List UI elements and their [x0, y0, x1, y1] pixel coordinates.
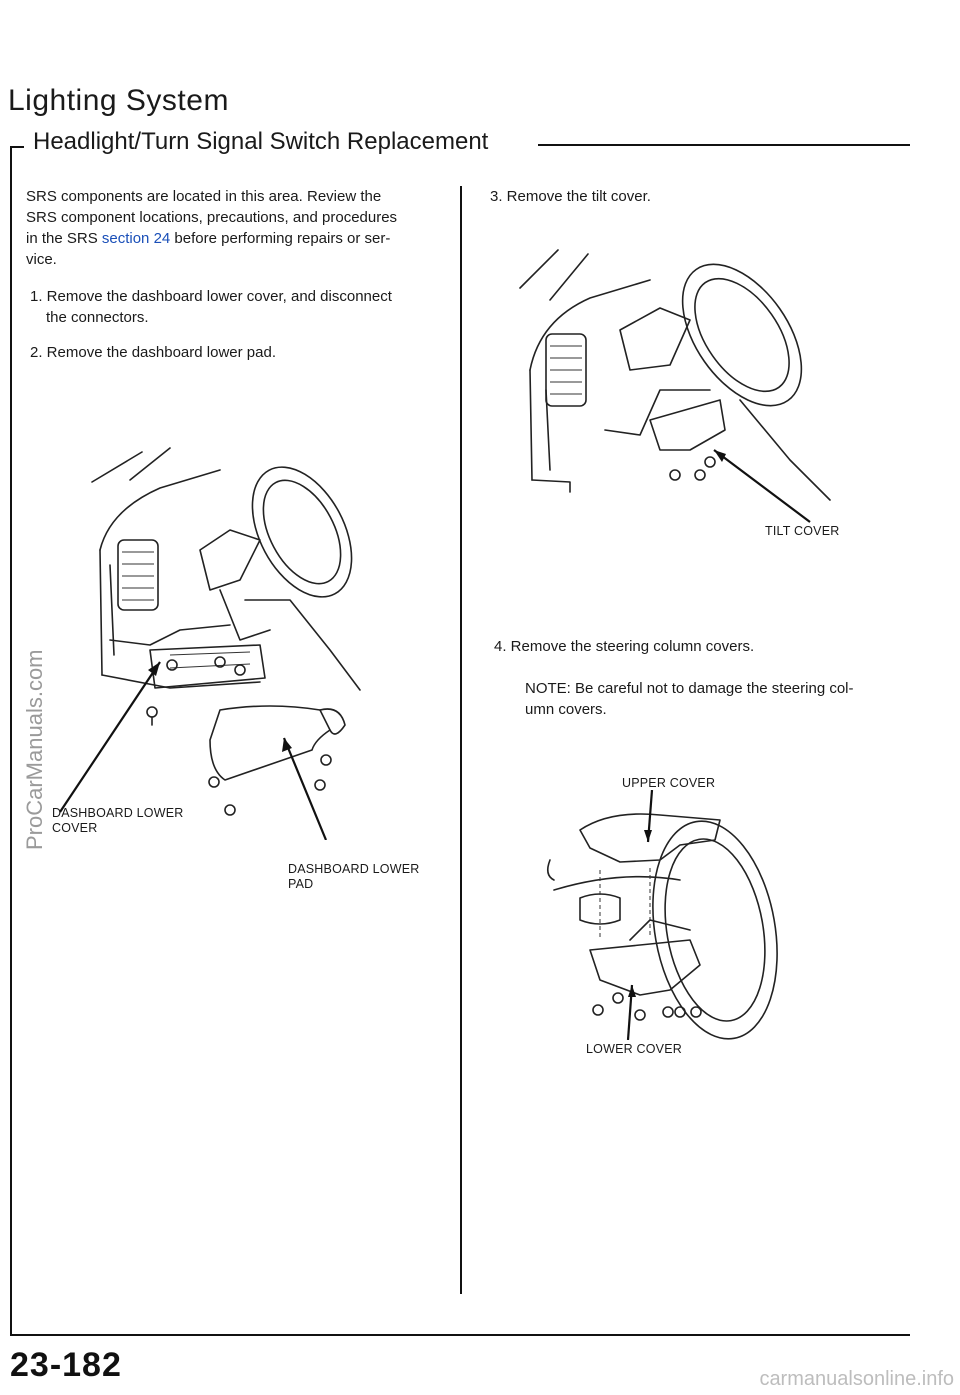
srs-warning-line4: vice.: [26, 251, 57, 268]
step-1-line2: the connectors.: [46, 309, 149, 326]
footer-site[interactable]: carmanualsonline.info: [759, 1368, 954, 1390]
step-3: 3. Remove the tilt cover.: [490, 188, 651, 205]
srs-warning-text-b: before performing repairs or ser-: [170, 230, 391, 247]
column-divider: [460, 186, 462, 1294]
pointer-dashboard-lower-pad: [284, 738, 326, 840]
figure-dashboard-lower-cover: [30, 440, 450, 840]
caption-dashboard-lower-pad-line1: DASHBOARD LOWER: [288, 862, 420, 876]
note-line1: NOTE: Be careful not to damage the steering col-: [525, 680, 854, 697]
dashboard-sketch: [92, 448, 372, 815]
header-rule: [538, 144, 910, 146]
caption-dashboard-lower-pad: [288, 862, 420, 892]
pointer-tilt-cover: [714, 450, 810, 522]
steering-column-sketch: [548, 811, 793, 1040]
figure-tilt-cover: [510, 240, 850, 540]
srs-warning-line2: SRS component locations, precautions, and procedures: [26, 209, 398, 226]
tilt-cover-sketch: [520, 243, 830, 500]
pointer-dashboard-lower-cover: [60, 662, 160, 812]
caption-dashboard-lower-cover: [52, 806, 184, 836]
header-left-vertical-rule: [10, 146, 12, 1336]
page-title: Lighting System: [8, 84, 229, 117]
section-24-link[interactable]: section 24: [101, 230, 171, 247]
srs-warning-line1: SRS components are located in this area. Review the: [26, 188, 382, 205]
caption-dashboard-lower-pad-line2: PAD: [288, 877, 314, 891]
page-number: 23-182: [10, 1346, 122, 1384]
page-subtitle: Headlight/Turn Signal Switch Replacement: [33, 128, 489, 155]
figure-steering-column-covers: [540, 790, 800, 1040]
step-1-line1: 1. Remove the dashboard lower cover, and disconnect: [30, 288, 392, 305]
step-2: 2. Remove the dashboard lower pad.: [30, 344, 276, 361]
caption-tilt-cover: TILT COVER: [765, 524, 840, 538]
step-4-note: [525, 678, 905, 720]
caption-upper-cover: UPPER COVER: [622, 776, 716, 790]
step-1: [30, 286, 440, 328]
srs-warning: [26, 186, 436, 270]
caption-lower-cover: LOWER COVER: [586, 1042, 682, 1056]
watermark: ProCarManuals.com: [22, 649, 47, 850]
caption-dashboard-lower-cover-line2: COVER: [52, 821, 98, 835]
note-line2: umn covers.: [525, 701, 607, 718]
srs-warning-line3: [26, 228, 436, 249]
bottom-rule: [10, 1334, 910, 1336]
header-left-tick: [10, 146, 24, 148]
srs-warning-text-a: in the SRS: [26, 230, 102, 247]
caption-dashboard-lower-cover-line1: DASHBOARD LOWER: [52, 806, 184, 820]
step-4: 4. Remove the steering column covers.: [494, 638, 755, 655]
